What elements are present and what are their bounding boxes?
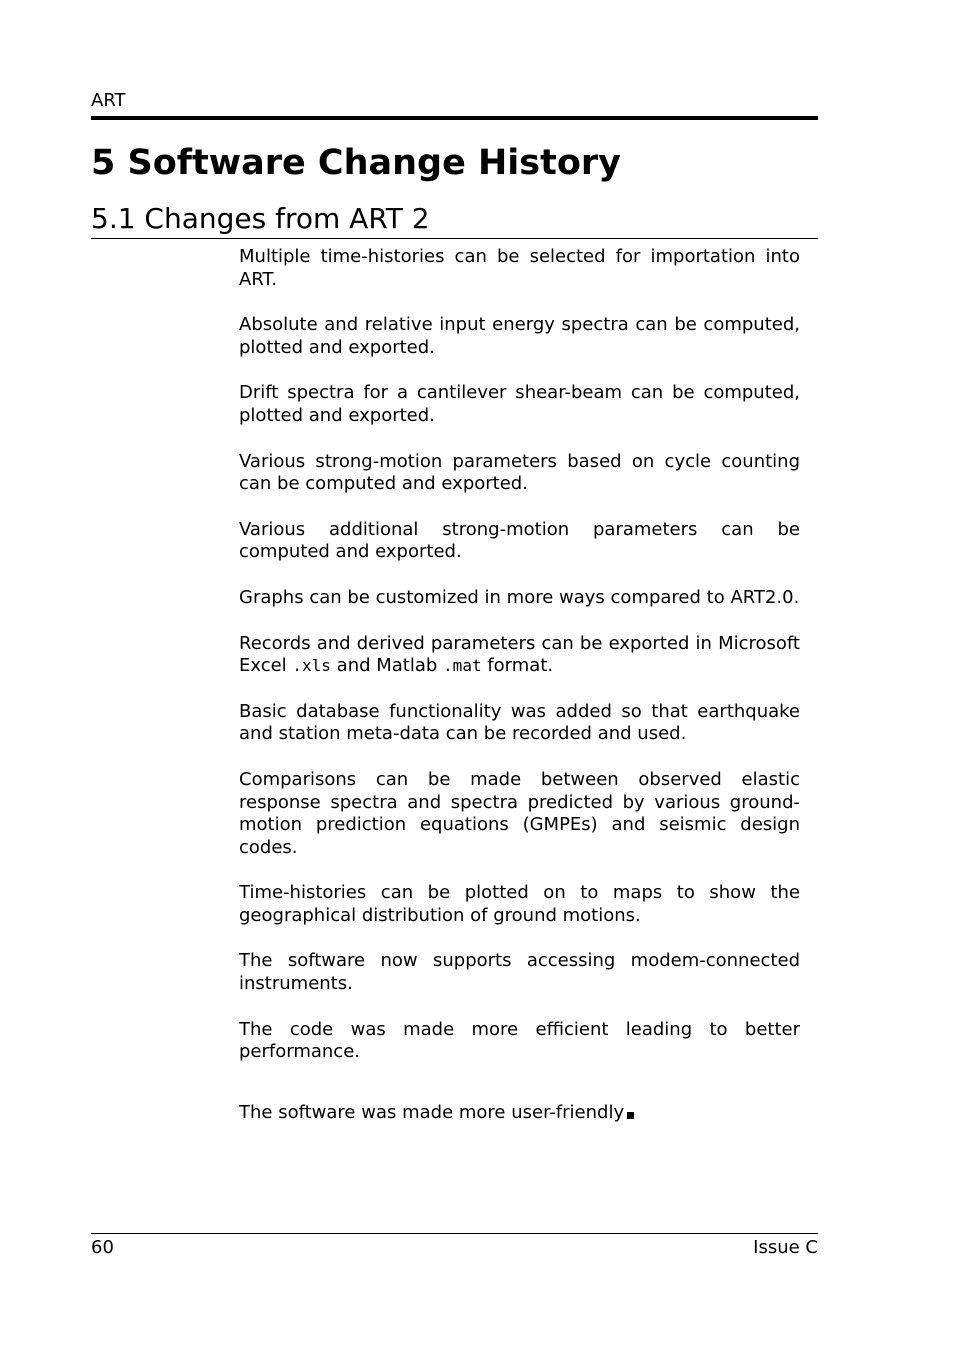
running-header: ART — [91, 90, 126, 111]
change-item: Absolute and relative input energy spectra can be computed, plotted and exported. — [239, 314, 800, 358]
change-item: Various additional strong-motion parameters can be computed and exported. — [239, 518, 800, 563]
change-item: Comparisons can be made between observed elastic response spectra and spectra predicted by various ground-motion prediction equations (GMPEs) and seismic design codes. — [239, 768, 800, 858]
page-number: 60 — [91, 1237, 114, 1258]
change-item: The software now supports accessing modem-connected instruments. — [239, 950, 800, 995]
export-text-after: format. — [481, 655, 554, 677]
change-item: Time-histories can be plotted on to maps to show the geographical distribution of ground motions. — [239, 882, 800, 926]
change-item: Various strong-motion parameters based on cycle counting can be computed and exported. — [239, 450, 800, 495]
final-text: The software was made more user-friendly — [239, 1101, 625, 1123]
section-title: 5.1 Changes from ART 2 — [91, 202, 430, 235]
footer-rule — [91, 1233, 818, 1234]
change-item: The code was made more efficient leading to better performance. — [239, 1018, 800, 1063]
change-item-export — [239, 633, 800, 678]
mat-extension: .mat — [443, 656, 482, 676]
header-rule — [91, 116, 818, 120]
chapter-title: 5 Software Change History — [91, 143, 621, 183]
change-item: Graphs can be customized in more ways compared to ART2.0. — [239, 586, 800, 608]
issue-label: Issue C — [753, 1237, 818, 1258]
section-rule — [91, 238, 818, 239]
export-text-middle: and Matlab — [330, 655, 444, 677]
change-item: Basic database functionality was added so that earthquake and station meta-data can be recorded and used. — [239, 700, 800, 745]
change-item-final — [239, 1102, 800, 1125]
xls-extension: .xls — [292, 656, 331, 676]
change-list — [239, 246, 800, 1147]
end-of-section-mark — [627, 1112, 634, 1119]
change-item: Multiple time-histories can be selected for importation into ART. — [239, 246, 800, 290]
export-text-before: Records and derived parameters can be exported in Microsoft Excel — [239, 632, 800, 677]
change-item: Drift spectra for a cantilever shear-beam can be computed, plotted and exported. — [239, 382, 800, 426]
